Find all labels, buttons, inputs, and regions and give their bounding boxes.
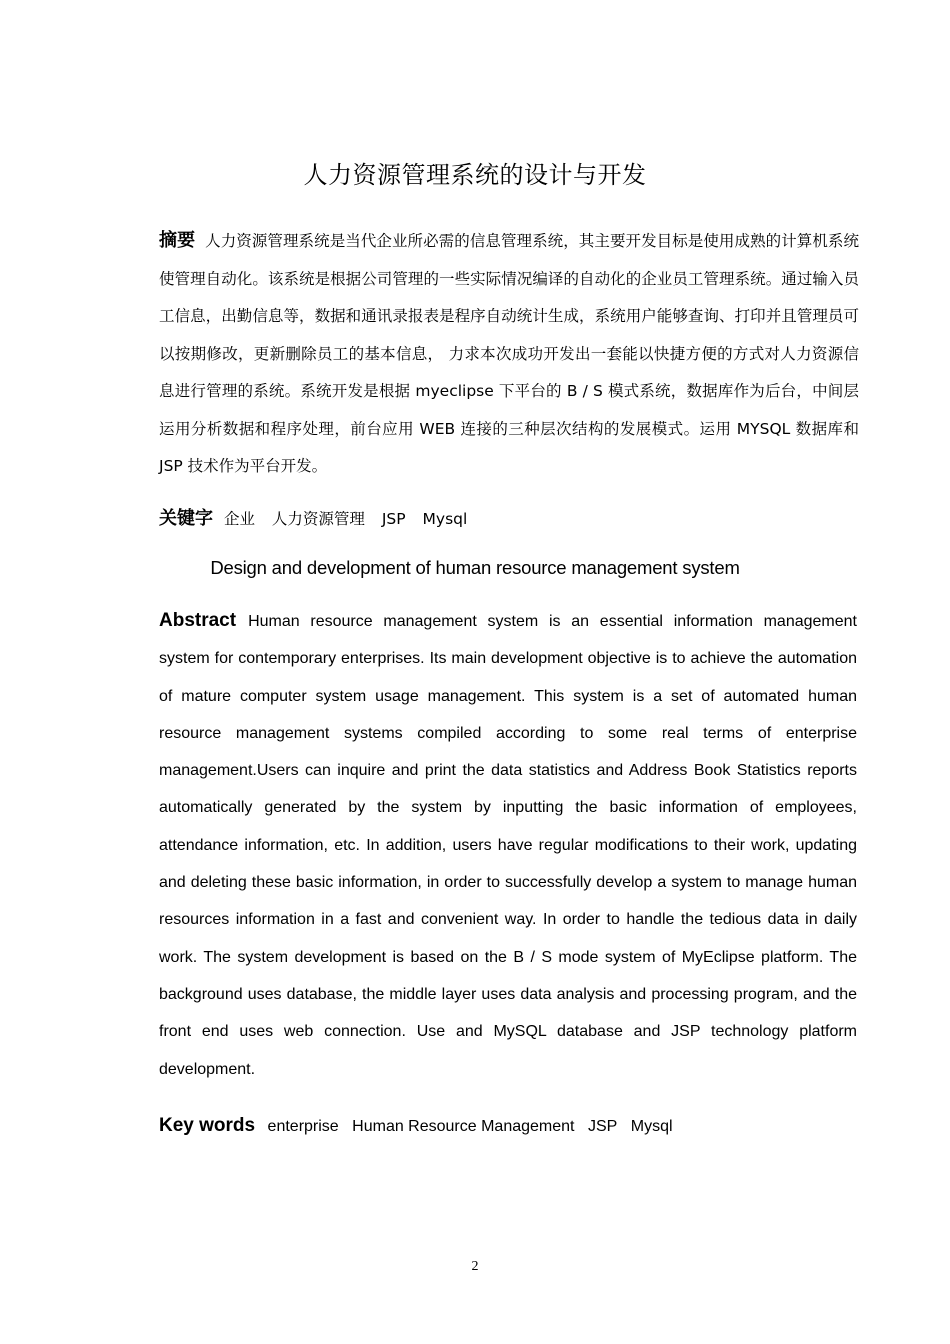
chinese-keywords [159, 505, 859, 533]
english-abstract [159, 602, 857, 1088]
chinese-keyword: 企业 [223, 510, 255, 528]
chinese-abstract [159, 222, 859, 486]
english-keywords-heading: Key words [159, 1115, 256, 1136]
chinese-keywords-heading: 关键字 [159, 508, 213, 529]
english-keyword: JSP [587, 1118, 618, 1135]
english-abstract-text: Human resource management system is an essential information management system for contemporary enterprises. Its main development objective is to achieve the automation of mature computer system usage management. This system is a set of automated human resource management systems compiled according to some real terms of enterprise management.Users can inquire and print the data statistics and Address Book Statistics reports automatically generated by the system by inputting the basic information of employees, attendance information, etc. In addition, users have regular modifications to their work, updating and deleting these basic information, in order to successfully develop a system to manage human resources information in a fast and convenient way. In order to handle the tedious data in daily work. The system development is based on the B / S mode system of MyEclipse platform. The background uses database, the middle layer uses data analysis and processing program, and the front end uses web connection. Use and MySQL database and JSP technology platform development. [159, 613, 857, 1078]
english-keyword: Human Resource Management [352, 1118, 575, 1135]
chinese-abstract-text: 人力资源管理系统是当代企业所必需的信息管理系统，其主要开发目标是使用成熟的计算机系统使管理自动化。该系统是根据公司管理的一些实际情况编译的自动化的企业员工管理系统。通过输入员工信息，出勤信息等，数据和通讯录报表是程序自动统计生成，系统用户能够查询、打印并且管理员可以按期修改，更新删除员工的基本信息， 力求本次成功开发出一套能以快捷方便的方式对人力资源信息进行管理的系统。系统开发是根据 myeclipse 下平台的 B / S 模式系统，数据库作为后台，中间层运用分析数据和程序处理，前台应用 WEB 连接的三种层次结构的发展模式。运用 MYSQL 数据库和 JSP 技术作为平台开发。 [159, 232, 859, 475]
english-keywords [159, 1112, 859, 1141]
chinese-keyword: 人力资源管理 [271, 510, 365, 528]
english-keyword: Mysql [630, 1118, 673, 1135]
english-title: Design and development of human resource management system [210, 557, 740, 578]
chinese-abstract-heading: 摘要 [159, 230, 196, 251]
chinese-keyword: JSP [381, 510, 406, 528]
chinese-title: 人力资源管理系统的设计与开发 [303, 161, 647, 189]
chinese-keyword: Mysql [422, 510, 468, 528]
page-number: 2 [471, 1259, 479, 1274]
english-abstract-heading: Abstract [159, 610, 237, 631]
english-keyword: enterprise [267, 1118, 339, 1135]
